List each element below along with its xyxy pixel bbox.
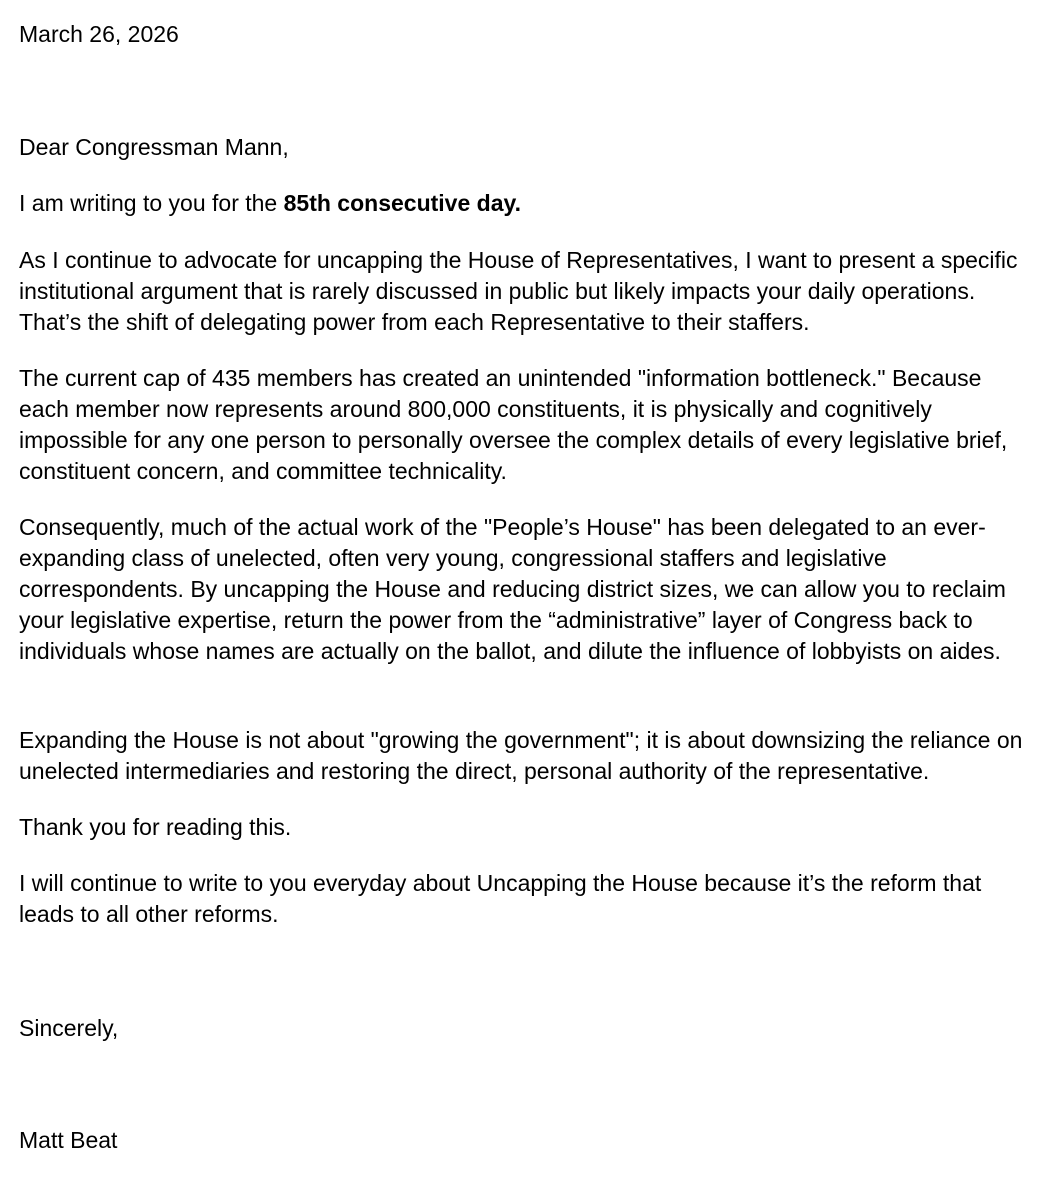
- letter-signature: Matt Beat: [19, 1127, 118, 1153]
- body-paragraph-5: Expanding the House is not about "growing the government"; it is about downsizing the reliance on unelected intermediaries and restoring the direct, personal authority of the representative.: [19, 727, 1023, 784]
- intro-emphasis: 85th consecutive day.: [283, 190, 521, 216]
- intro-paragraph: [19, 188, 1025, 219]
- body-paragraph-4: Consequently, much of the actual work of the "People’s House" has been delegated to an ever-expanding class of unelected, often very young, congressional staffers and legislative correspondents. By uncapping the House and reducing district sizes, we can allow you to reclaim your legislative expertise, return the power from the “administrative” layer of Congress back to individuals whose names are actually on the ballot, and dilute the influence of lobbyists on aides.: [19, 514, 1006, 664]
- letter-date: March 26, 2026: [19, 21, 179, 47]
- body-paragraph-7: I will continue to write to you everyday about Uncapping the House because it’s the reform that leads to all other reforms.: [19, 870, 982, 927]
- letter-closing: Sincerely,: [19, 1015, 119, 1041]
- body-paragraph-2: As I continue to advocate for uncapping the House of Representatives, I want to present a specific institutional argument that is rarely discussed in public but likely impacts your daily operations. That’s the shift of delegating power from each Representative to their staffers.: [19, 247, 1018, 335]
- body-paragraph-3: The current cap of 435 members has created an unintended "information bottleneck." Because each member now represents around 800,000 constituents, it is physically and cognitively impossible for any one person to personally oversee the complex details of every legislative brief, constituent concern, and committee technicality.: [19, 365, 1008, 484]
- body-paragraph-6: Thank you for reading this.: [19, 814, 292, 840]
- letter-salutation: Dear Congressman Mann,: [19, 134, 289, 160]
- intro-text: I am writing to you for the: [19, 190, 284, 216]
